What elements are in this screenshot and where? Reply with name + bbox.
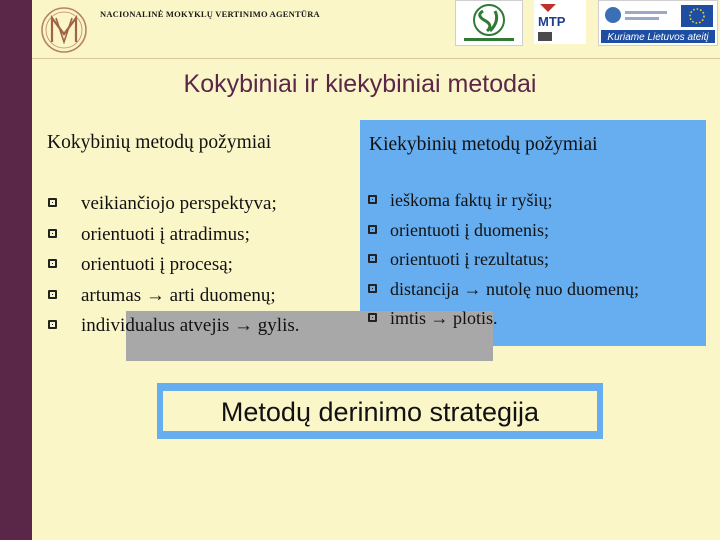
bullet-icon bbox=[368, 195, 377, 204]
strategy-label: Metodų derinimo strategija bbox=[220, 397, 540, 427]
strategy-box bbox=[157, 383, 603, 439]
eu-logo bbox=[598, 0, 718, 46]
bullet-icon bbox=[368, 313, 377, 322]
bullet-icon bbox=[368, 225, 377, 234]
bullet-icon bbox=[368, 284, 377, 293]
list-item-text: orientuoti į rezultatus; bbox=[390, 249, 549, 269]
bullet-icon bbox=[48, 198, 57, 207]
list-item bbox=[368, 279, 639, 309]
agency-name: NACIONALINĖ MOKYKLŲ VERTINIMO AGENTŪRA bbox=[100, 9, 320, 19]
list-item bbox=[368, 220, 639, 250]
bullet-icon bbox=[368, 254, 377, 263]
list-item-text: orientuoti į duomenis; bbox=[390, 219, 549, 240]
list-item-text: ieškoma faktų ir ryšių; bbox=[390, 190, 553, 210]
list-item-text: individualus atvejis → gylis. bbox=[81, 315, 300, 336]
bullet-icon bbox=[48, 320, 57, 329]
qualitative-list bbox=[48, 193, 300, 346]
list-item bbox=[48, 285, 300, 316]
mtp-logo bbox=[534, 0, 586, 44]
list-item-text: imtis → plotis. bbox=[390, 308, 498, 328]
quantitative-header: Kiekybinių metodų požymiai bbox=[369, 134, 598, 155]
list-item-text: artumas → arti duomenų; bbox=[81, 284, 276, 306]
bullet-icon bbox=[48, 290, 57, 299]
mtp-text: MTP bbox=[538, 14, 566, 29]
list-item bbox=[368, 308, 639, 338]
nmva-logo bbox=[38, 4, 90, 56]
list-item bbox=[48, 315, 300, 346]
list-item bbox=[48, 254, 300, 285]
list-item bbox=[48, 224, 300, 255]
sumanios-logo bbox=[455, 0, 523, 46]
list-item-text: orientuoti į procesą; bbox=[81, 254, 233, 275]
list-item bbox=[368, 190, 639, 220]
header-divider bbox=[32, 58, 720, 59]
bullet-icon bbox=[48, 229, 57, 238]
list-item-text: veikiančiojo perspektyva; bbox=[81, 193, 277, 214]
list-item bbox=[48, 193, 300, 224]
quantitative-list bbox=[368, 190, 639, 338]
list-item-text: orientuoti į atradimus; bbox=[81, 223, 250, 245]
list-item bbox=[368, 249, 639, 279]
list-item-text: distancija → nutolę nuo duomenų; bbox=[390, 278, 639, 299]
eu-slogan: Kuriame Lietuvos ateitį bbox=[607, 32, 709, 43]
bullet-icon bbox=[48, 259, 57, 268]
slide-title: Kokybiniai ir kiekybiniai metodai bbox=[183, 70, 537, 98]
qualitative-header: Kokybinių metodų požymiai bbox=[47, 132, 272, 153]
